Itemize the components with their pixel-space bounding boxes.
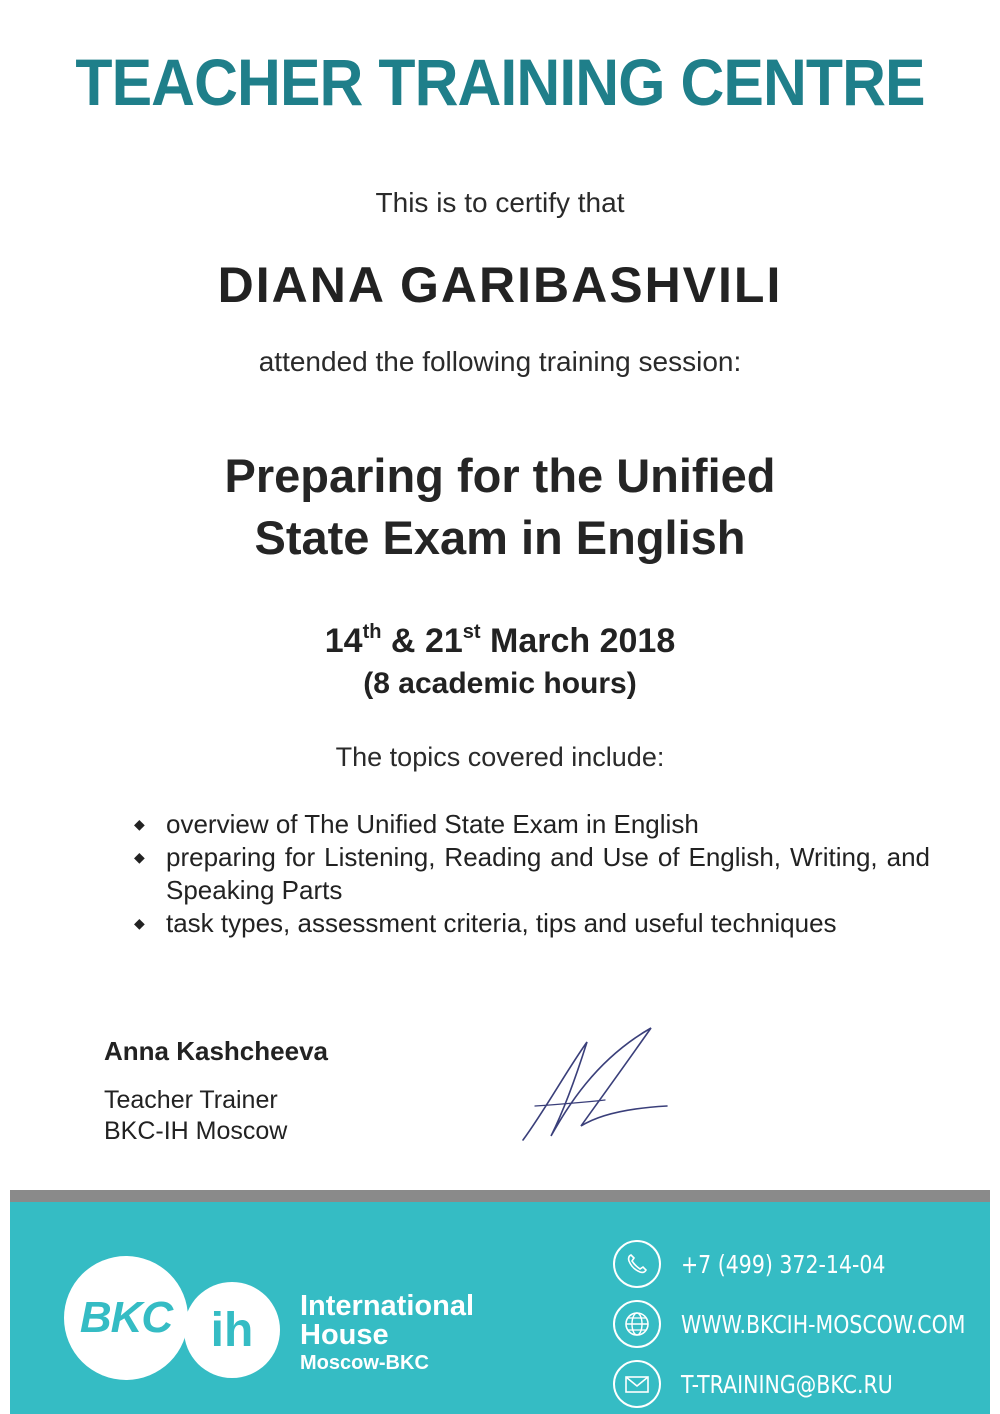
ih-logo: ih — [184, 1282, 280, 1378]
diamond-bullet-icon: ◆ — [134, 816, 145, 832]
wordmark-line-1: International — [300, 1290, 475, 1322]
globe-icon — [613, 1300, 661, 1348]
topic-item — [130, 808, 930, 841]
course-title-line-2: State Exam in English — [254, 511, 746, 564]
date-day-1: 14 — [324, 622, 363, 660]
course-title — [0, 445, 1000, 569]
wordmark-line-3: Moscow-BKC — [300, 1352, 429, 1374]
footer-band — [10, 1190, 990, 1414]
topic-text: task types, assessment criteria, tips and useful techniques — [166, 908, 837, 938]
date-day-1-suffix: th — [362, 621, 382, 643]
date-ampersand: & — [381, 622, 425, 660]
phone-number: +7 (499) 372-14-04 — [681, 1249, 886, 1279]
contact-website — [613, 1298, 1000, 1350]
envelope-icon — [613, 1360, 661, 1408]
contact-phone — [613, 1238, 930, 1290]
centre-title: TEACHER TRAINING CENTRE — [75, 45, 925, 119]
course-title-line-1: Preparing for the Unified — [224, 449, 776, 502]
session-dates — [0, 622, 1000, 661]
website-address: WWW.BKCIH-MOSCOW.COM — [681, 1309, 966, 1339]
date-month-year: March 2018 — [480, 622, 676, 660]
topics-list — [130, 808, 930, 940]
diamond-bullet-icon: ◆ — [134, 849, 145, 865]
phone-icon — [613, 1240, 661, 1288]
date-day-2: 21 — [424, 622, 463, 660]
attended-line: attended the following training session: — [258, 346, 742, 377]
topic-item — [130, 841, 930, 907]
topic-text: overview of The Unified State Exam in English — [166, 809, 699, 839]
signatory-name: Anna Kashcheeva — [104, 1036, 328, 1066]
signatory-role: Teacher Trainer — [104, 1086, 278, 1114]
academic-hours: (8 academic hours) — [363, 667, 637, 700]
contact-email — [613, 1358, 939, 1410]
topic-text: preparing for Listening, Reading and Use of English, Writing, and Speaking Parts — [166, 842, 930, 905]
topic-item — [130, 907, 930, 940]
signatory-organization: BKC-IH Moscow — [104, 1117, 288, 1145]
diamond-bullet-icon: ◆ — [134, 915, 145, 931]
recipient-name: DIANA GARIBASHVILI — [217, 257, 783, 313]
date-day-2-suffix: st — [462, 621, 481, 643]
certify-line: This is to certify that — [375, 187, 625, 218]
wordmark-line-2: House — [300, 1319, 389, 1351]
international-house-wordmark — [300, 1292, 474, 1376]
signatory-block — [104, 1036, 328, 1147]
topics-heading: The topics covered include: — [335, 742, 665, 772]
email-address: T-TRAINING@BKC.RU — [681, 1369, 893, 1399]
bkc-logo: BKC — [64, 1256, 188, 1380]
handwritten-signature — [505, 1020, 675, 1150]
